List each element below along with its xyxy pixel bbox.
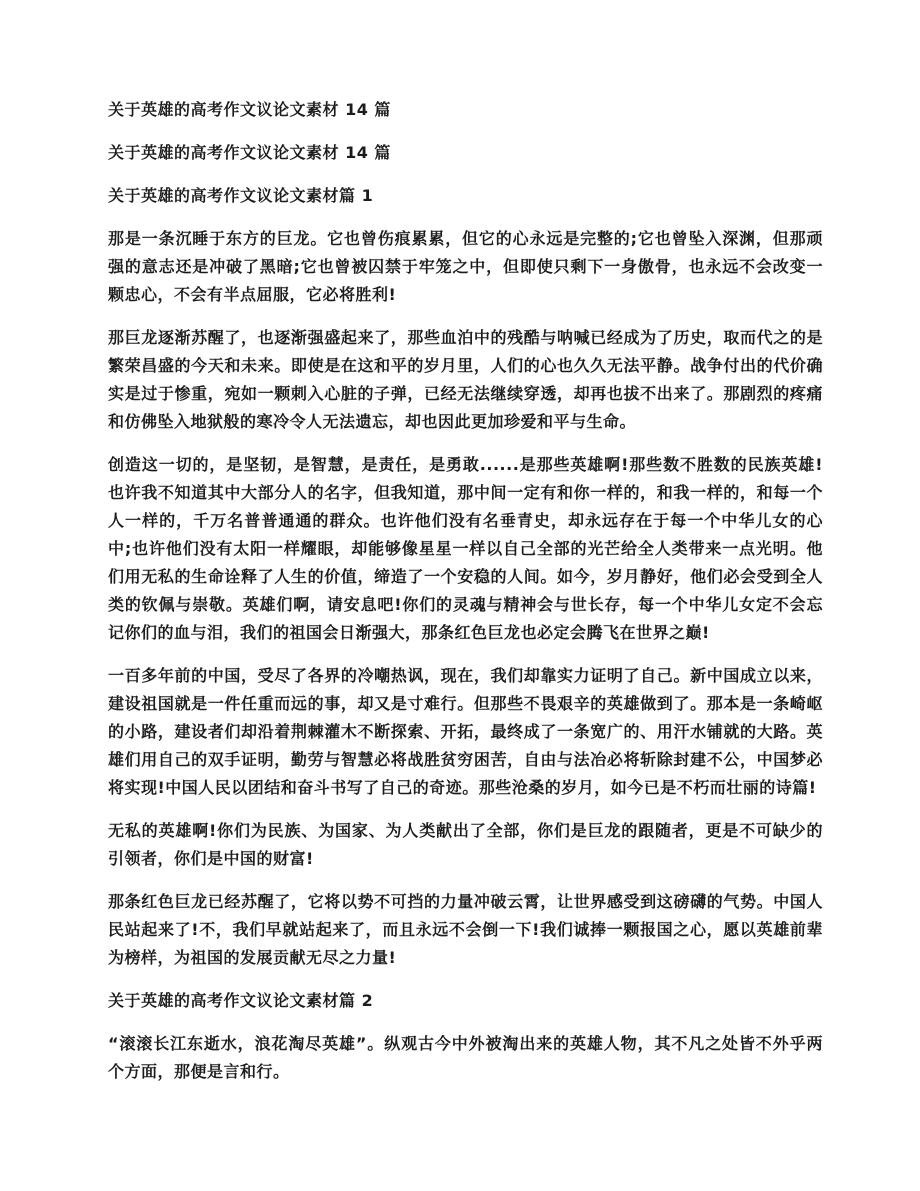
document-title: 关于英雄的高考作文议论文素材 14 篇	[108, 100, 391, 119]
section-1-paragraph-6: 那条红色巨龙已经苏醒了，它将以势不可挡的力量冲破云霄，让世界感受到这磅礴的气势。中国人民站起来了!不，我们早就站起来了，而且永远不会倒一下!我们诚捧一颗报国之心，愿以英雄前辈为榜样，为祖国的发展贡献无尽之力量!	[108, 892, 823, 967]
document-title-repeat: 关于英雄的高考作文议论文素材 14 篇	[108, 143, 391, 162]
section-1-paragraph-2: 那巨龙逐渐苏醒了，也逐渐强盛起来了，那些血泊中的残酷与呐喊已经成为了历史，取而代之的是繁荣昌盛的今天和未来。即使是在这和平的岁月里，人们的心也久久无法平静。战争付出的代价确实是过于惨重，宛如一颗刺入心脏的子弹，已经无法继续穿透，却再也拔不出来了。那剧烈的疼痛和仿佛坠入地狱般的寒冷令人无法遗忘，却也因此更加珍爱和平与生命。	[108, 328, 823, 431]
section-2-paragraph-1: “滚滚长江东逝水，浪花淘尽英雄”。纵观古今中外被淘出来的英雄人物，其不凡之处皆不外乎两个方面，那便是言和行。	[108, 1034, 823, 1081]
section-1-paragraph-5: 无私的英雄啊!你们为民族、为国家、为人类献出了全部，你们是巨龙的跟随者，更是不可缺少的引领者，你们是中国的财富!	[108, 821, 823, 868]
section-1-paragraph-3: 创造这一切的，是坚韧，是智慧，是责任，是勇敢......是那些英雄啊!那些数不胜数的民族英雄!也许我不知道其中大部分人的名字，但我知道，那中间一定有和你一样的，和我一样的，和每一个人一样的，千万名普普通通的群众。也许他们没有名垂青史，却永远存在于每一个中华儿女的心中;也许他们没有太阳一样耀眼，却能够像星星一样以自己全部的光芒给全人类带来一点光明。他们用无私的生命诠释了人生的价值，缔造了一个安稳的人间。如今，岁月静好，他们必会受到全人类的钦佩与崇敬。英雄们啊，请安息吧!你们的灵魂与精神会与世长存，每一个中华儿女定不会忘记你们的血与泪，我们的祖国会日渐强大，那条红色巨龙也必定会腾飞在世界之巅!	[108, 455, 823, 642]
section-1-heading: 关于英雄的高考作文议论文素材篇 1	[108, 186, 374, 205]
section-2-heading: 关于英雄的高考作文议论文素材篇 2	[108, 991, 374, 1010]
section-1-paragraph-1: 那是一条沉睡于东方的巨龙。它也曾伤痕累累，但它的心永远是完整的;它也曾坠入深渊，但那顽强的意志还是冲破了黑暗;它也曾被囚禁于牢笼之中，但即使只剩下一身傲骨，也永远不会改变一颗忠心，不会有半点屈服，它必将胜利!	[108, 229, 823, 304]
section-1-paragraph-4: 一百多年前的中国，受尽了各界的冷嘲热讽，现在，我们却靠实力证明了自己。新中国成立以来，建设祖国就是一件任重而远的事，却又是寸难行。但那些不畏艰辛的英雄做到了。那本是一条崎岖的小路，建设者们却沿着荆棘灌木不断探索、开拓，最终成了一条宽广的、用汗水铺就的大路。英雄们用自己的双手证明，勤劳与智慧必将战胜贫穷困苦，自由与法冶必将斩除封建不公，中国梦必将实现!中国人民以团结和奋斗书写了自己的奇迹。那些沧桑的岁月，如今已是不朽而壮丽的诗篇!	[108, 666, 823, 797]
